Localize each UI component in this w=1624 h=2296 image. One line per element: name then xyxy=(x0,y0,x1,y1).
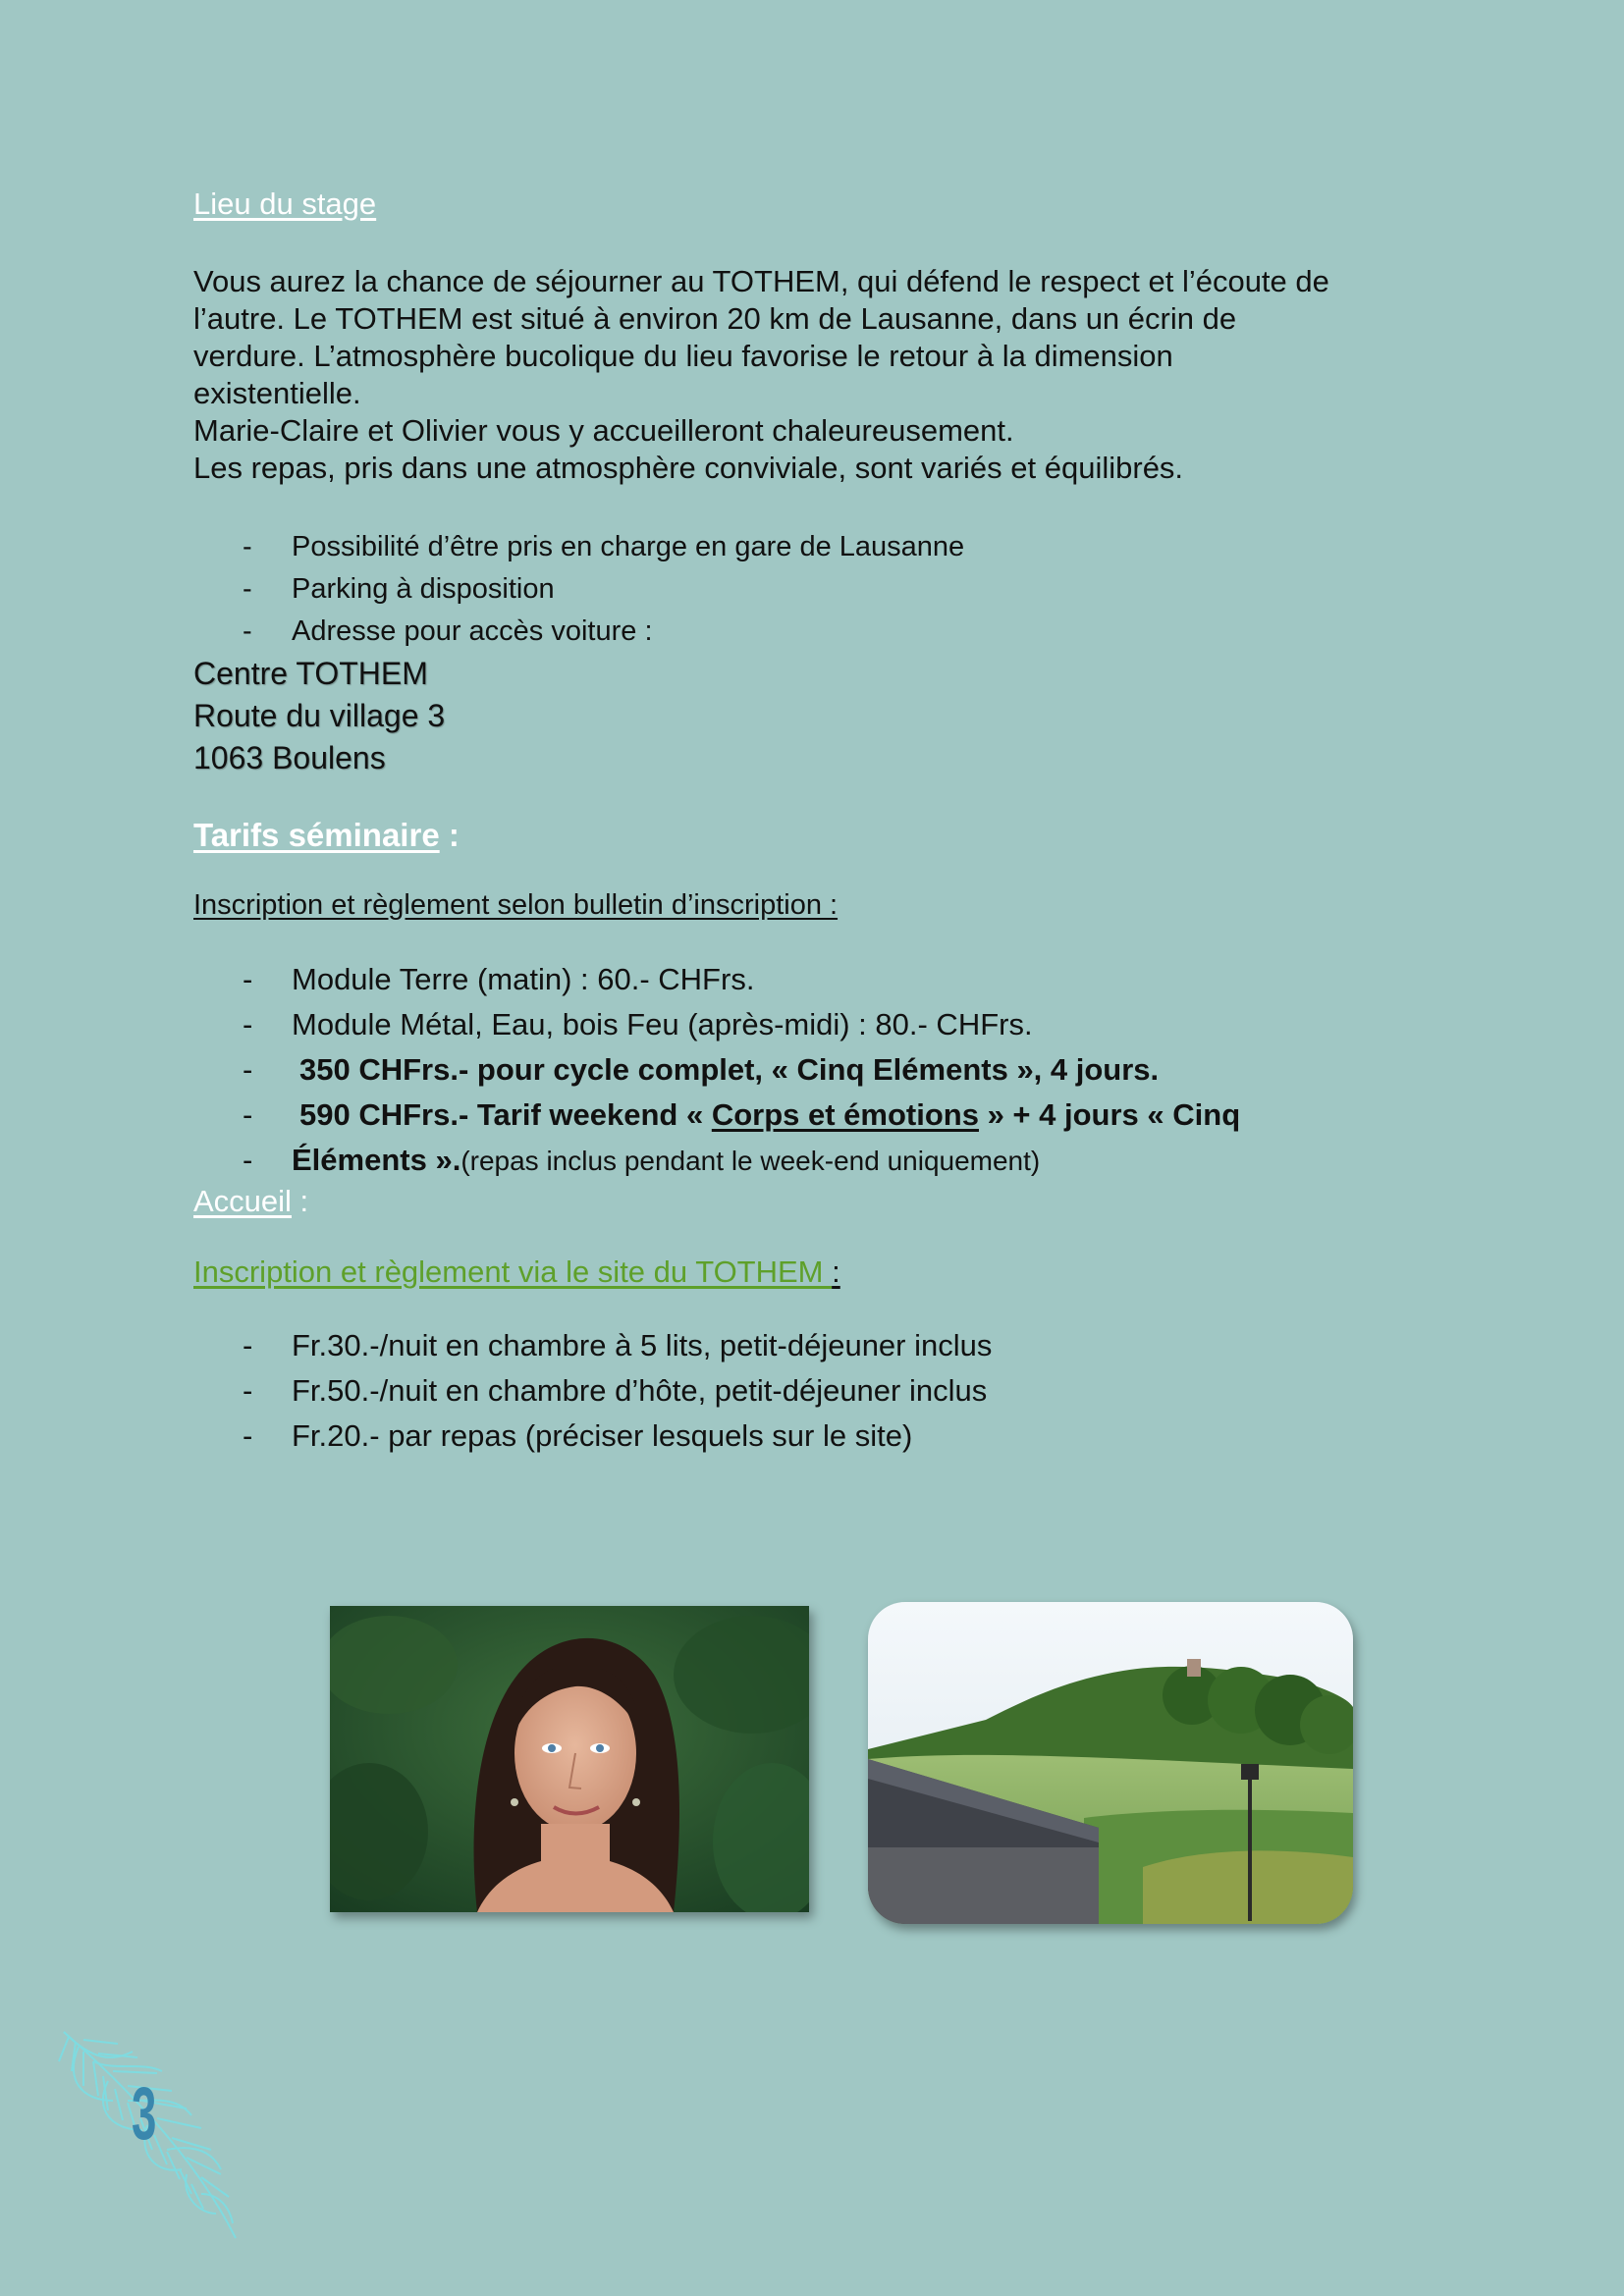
tarifs-subheading: Inscription et règlement selon bulletin d’inscription : xyxy=(193,889,839,921)
lieu-heading: Lieu du stage xyxy=(193,187,377,221)
lieu-line: Vous aurez la chance de séjourner au TOTHEM, qui défend le respect et l’écoute de xyxy=(193,264,1329,298)
tarifs-heading-text: Tarifs séminaire xyxy=(193,817,440,853)
list-item-continuation xyxy=(193,1138,1460,1184)
list-item: - Fr.50.-/nuit en chambre d’hôte, petit-déjeuner inclus xyxy=(193,1368,1460,1414)
page-number: 3 xyxy=(132,2072,156,2156)
lieu-line: verdure. L’atmosphère bucolique du lieu favorise le retour à la dimension xyxy=(193,339,1173,373)
landscape-image xyxy=(868,1602,1353,1924)
list-item xyxy=(193,1093,1460,1138)
lieu-line: l’autre. Le TOTHEM est situé à environ 20 km de Lausanne, dans un écrin de xyxy=(193,301,1237,336)
tarif-weekend-text: » + 4 jours « Cinq xyxy=(978,1097,1241,1132)
lieu-line: existentielle. xyxy=(193,376,361,410)
list-item: - Adresse pour accès voiture : xyxy=(193,611,1460,653)
tarif-weekend-text: Éléments ». xyxy=(292,1143,461,1177)
portrait-image xyxy=(330,1606,809,1912)
tothem-site-link[interactable]: Inscription et règlement via le site du TOTHEM xyxy=(193,1255,833,1289)
tarifs-heading-suffix: : xyxy=(439,817,460,853)
address-line: 1063 Boulens xyxy=(193,740,386,775)
lieu-line: Marie-Claire et Olivier vous y accueilleront chaleureusement. xyxy=(193,413,1014,448)
landscape-photo xyxy=(868,1602,1353,1924)
accueil-list xyxy=(193,1323,1460,1459)
list-item: - Module Terre (matin) : 60.- CHFrs. xyxy=(193,957,1460,1002)
main-content xyxy=(193,187,1460,1459)
tarif-cycle-text: 350 CHFrs.- pour cycle complet, « Cinq Eléments », 4 jours. xyxy=(299,1052,1160,1087)
portrait-photo xyxy=(330,1606,809,1912)
accueil-heading-suffix: : xyxy=(291,1184,309,1218)
accueil-subheading xyxy=(193,1255,1460,1290)
accueil-heading xyxy=(193,1184,1460,1219)
accueil-subheading-suffix: : xyxy=(832,1255,840,1289)
tarif-note: (repas inclus pendant le week-end uniquement) xyxy=(460,1146,1041,1176)
lieu-line: Les repas, pris dans une atmosphère conviviale, sont variés et équilibrés. xyxy=(193,451,1184,485)
address-line: Centre TOTHEM xyxy=(193,656,428,691)
address-line: Route du village 3 xyxy=(193,698,446,733)
list-item: - Module Métal, Eau, bois Feu (après-midi) : 80.- CHFrs. xyxy=(193,1002,1460,1047)
list-item: - Parking à disposition xyxy=(193,568,1460,611)
lieu-paragraph xyxy=(193,263,1460,487)
tarifs-heading xyxy=(193,817,1460,854)
corps-emotions-link[interactable]: Corps et émotions xyxy=(711,1097,979,1132)
list-item: - Possibilité d’être pris en charge en gare de Lausanne xyxy=(193,526,1460,568)
list-item xyxy=(193,1047,1460,1093)
lieu-list xyxy=(193,526,1460,653)
feather-icon xyxy=(54,2022,275,2243)
tarifs-list xyxy=(193,957,1460,1184)
tarif-weekend-text: 590 CHFrs.- Tarif weekend « xyxy=(299,1097,712,1132)
accueil-heading-text: Accueil xyxy=(193,1184,292,1218)
address-block xyxy=(193,653,1460,779)
list-item: - Fr.30.-/nuit en chambre à 5 lits, petit-déjeuner inclus xyxy=(193,1323,1460,1368)
list-item: - Fr.20.- par repas (préciser lesquels sur le site) xyxy=(193,1414,1460,1459)
